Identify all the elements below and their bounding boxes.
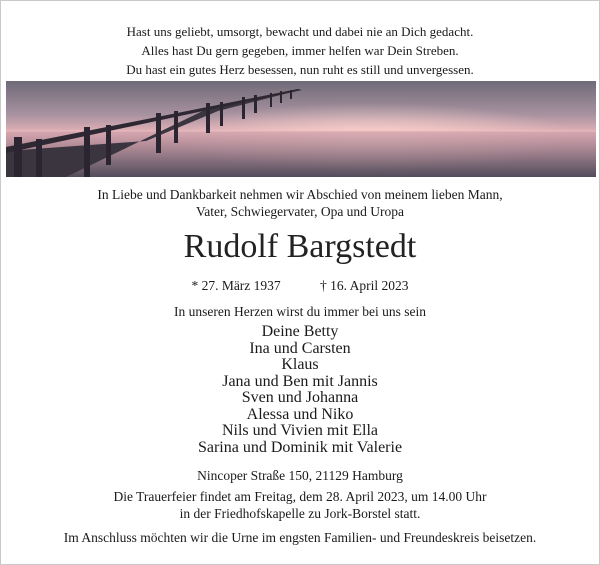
urn-burial-note: Im Anschluss möchten wir die Urne im engsten Familien- und Freundeskreis beisetzen. — [63, 530, 537, 545]
poem — [1, 22, 599, 79]
family-member: Deine Betty — [261, 323, 339, 340]
family-member: Ina und Carsten — [249, 339, 351, 357]
farewell-intro — [1, 186, 599, 220]
deceased-name: Rudolf Bargstedt — [183, 228, 417, 265]
memorial-motto: In unseren Herzen wirst du immer bei uns sein — [174, 304, 426, 319]
family-member: Alessa und Niko — [246, 405, 354, 423]
poem-line: Hast uns geliebt, umsorgt, bewacht und dabei nie an Dich gedacht. — [126, 24, 474, 39]
birth-date: * 27. März 1937 — [191, 278, 281, 293]
family-member: Nils und Vivien mit Ella — [221, 422, 379, 439]
poem-line: Alles hast Du gern gegeben, immer helfen war Dein Streben. — [141, 43, 459, 58]
funeral-service-info — [1, 488, 599, 522]
service-line: in der Friedhofskapelle zu Jork-Borstel statt. — [179, 506, 421, 521]
family-member: Klaus — [281, 356, 319, 373]
service-line: Die Trauerfeier findet am Freitag, dem 28. April 2023, um 14.00 Uhr — [113, 489, 487, 504]
death-date: † 16. April 2023 — [320, 278, 409, 293]
family-address: Nincoper Straße 150, 21129 Hamburg — [197, 468, 403, 483]
family-member: Sarina und Dominik mit Valerie — [197, 438, 403, 456]
family-member: Sven und Johanna — [241, 389, 359, 406]
intro-line: In Liebe und Dankbarkeit nehmen wir Abschied von meinem lieben Mann, — [97, 187, 503, 202]
jetty-at-sunset-photo — [6, 81, 596, 177]
life-dates — [1, 277, 599, 294]
family-member: Jana und Ben mit Jannis — [222, 372, 378, 390]
poem-line: Du hast ein gutes Herz besessen, nun ruht es still und unvergessen. — [126, 62, 474, 77]
intro-line: Vater, Schwiegervater, Opa und Uropa — [195, 204, 405, 219]
family-list — [1, 324, 599, 456]
